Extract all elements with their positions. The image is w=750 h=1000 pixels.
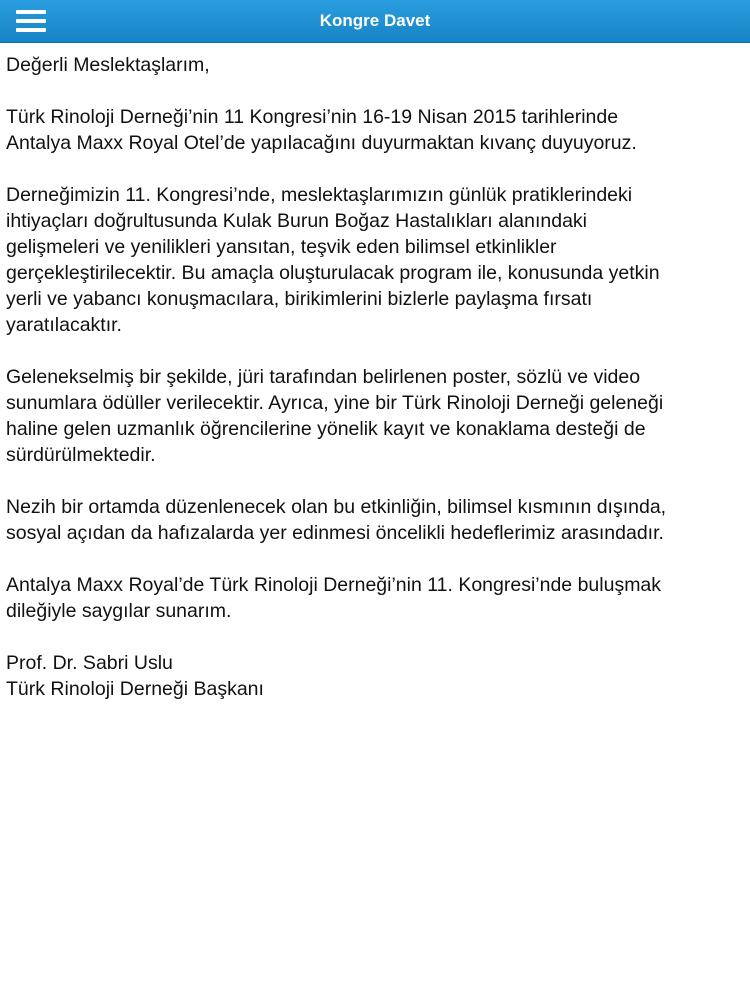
menu-bar-line — [16, 19, 46, 23]
signature-title: Türk Rinoloji Derneği Başkanı — [6, 678, 264, 700]
invitation-letter — [6, 52, 744, 702]
hamburger-menu-icon[interactable] — [14, 6, 50, 36]
menu-bar-line — [16, 10, 46, 14]
letter-greeting: Değerli Meslektaşlarım, — [6, 54, 210, 76]
letter-paragraph-4: Nezih bir ortamda düzenlenecek olan bu etkinliğin, bilimsel kısmının dışında, sosyal açıdan da hafızalarda yer edinmesi öncelikli hedeflerimiz arasındadır. — [6, 496, 667, 544]
letter-paragraph-5: Antalya Maxx Royal’de Türk Rinoloji Derneği’nin 11. Kongresi’nde buluşmak dileğiyle saygılar sunarım. — [6, 574, 662, 622]
signature-name: Prof. Dr. Sabri Uslu — [6, 652, 173, 674]
letter-paragraph-3: Gelenekselmiş bir şekilde, jüri tarafından belirlenen poster, sözlü ve video sunumlara ödüller verilecektir. Ayrıca, yine bir Türk Rinoloji Derneği geleneği haline gelen uzmanlık öğrencilerine yönelik kayıt ve konaklama desteği de sürdürülmektedir. — [6, 366, 664, 466]
page-title: Kongre Davet — [319, 11, 431, 30]
top-nav-bar — [0, 0, 750, 43]
letter-paragraph-1: Türk Rinoloji Derneği’nin 11 Kongresi’nin 16-19 Nisan 2015 tarihlerinde Antalya Maxx Royal Otel’de yapılacağını duyurmaktan kıvanç duyuyoruz. — [6, 106, 637, 154]
menu-bar-line — [16, 28, 46, 32]
letter-paragraph-2: Derneğimizin 11. Kongresi’nde, meslektaşlarımızın günlük pratiklerindeki ihtiyaçları doğrultusunda Kulak Burun Boğaz Hastalıkları alanındaki gelişmeleri ve yenilikleri yansıtan, teşvik eden bilimsel etkinlikler gerçekleştirilecektir. Bu amaçla oluşturulacak program ile, konusunda yetkin yerli ve yabancı konuşmacılara, birikimlerini bizlerle paylaşma fırsatı yaratılacaktır. — [6, 184, 660, 336]
